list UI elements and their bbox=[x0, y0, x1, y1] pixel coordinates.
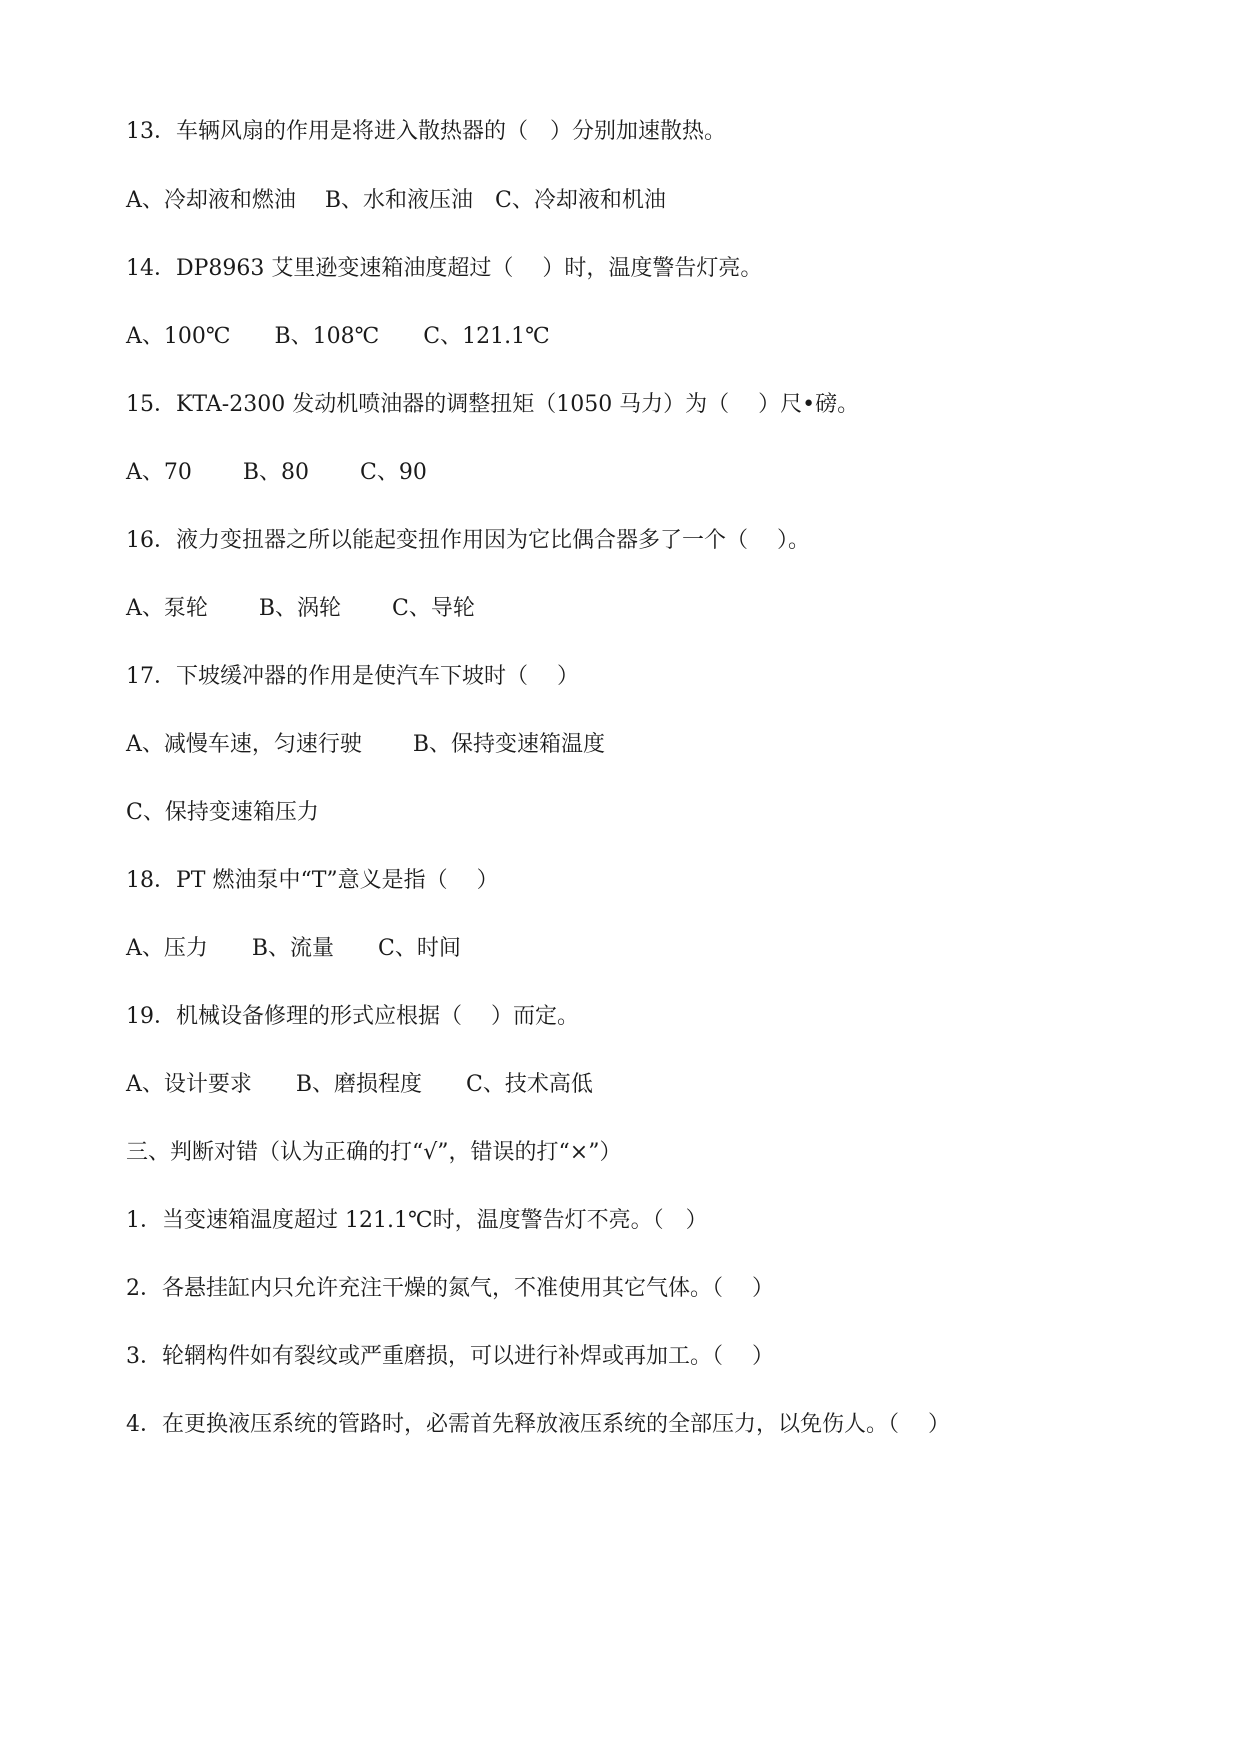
question-13-options: A、冷却液和燃油 B、水和液压油 C、冷却液和机油 bbox=[126, 188, 666, 213]
question-17: 17．下坡缓冲器的作用是使汽车下坡时（ ） bbox=[126, 664, 579, 689]
judgment-1: 1．当变速箱温度超过 121.1℃时，温度警告灯不亮。（ ） bbox=[126, 1208, 708, 1233]
question-15: 15．KTA-2300 发动机喷油器的调整扭矩（1050 马力）为（ ）尺•磅。 bbox=[126, 392, 860, 417]
question-19: 19．机械设备修理的形式应根据（ ）而定。 bbox=[126, 1004, 579, 1029]
question-16: 16．液力变扭器之所以能起变扭作用因为它比偶合器多了一个（ ）。 bbox=[126, 528, 810, 553]
question-16-options: A、泵轮 B、涡轮 C、导轮 bbox=[126, 596, 475, 621]
question-14: 14．DP8963 艾里逊变速箱油度超过（ ）时，温度警告灯亮。 bbox=[126, 256, 763, 281]
question-17-option-c: C、保持变速箱压力 bbox=[126, 800, 319, 825]
question-19-options: A、设计要求 B、磨损程度 C、技术高低 bbox=[126, 1072, 593, 1097]
question-18-options: A、压力 B、流量 C、时间 bbox=[126, 936, 461, 961]
judgment-2: 2．各悬挂缸内只允许充注干燥的氮气，不准使用其它气体。（ ） bbox=[126, 1276, 774, 1301]
question-17-options-ab: A、减慢车速，匀速行驶 B、保持变速箱温度 bbox=[126, 732, 606, 757]
question-14-options: A、100℃ B、108℃ C、121.1℃ bbox=[126, 324, 550, 349]
question-18: 18．PT 燃油泵中“T”意义是指（ ） bbox=[126, 868, 499, 893]
judgment-4: 4．在更换液压系统的管路时，必需首先释放液压系统的全部压力，以免伤人。（ ） bbox=[126, 1412, 950, 1437]
judgment-3: 3．轮辋构件如有裂纹或严重磨损，可以进行补焊或再加工。（ ） bbox=[126, 1344, 774, 1369]
section-heading-true-false: 三、判断对错（认为正确的打“√”，错误的打“×”） bbox=[126, 1140, 622, 1165]
question-15-options: A、70 B、80 C、90 bbox=[126, 460, 427, 485]
question-13: 13．车辆风扇的作用是将进入散热器的（ ）分别加速散热。 bbox=[126, 119, 726, 144]
